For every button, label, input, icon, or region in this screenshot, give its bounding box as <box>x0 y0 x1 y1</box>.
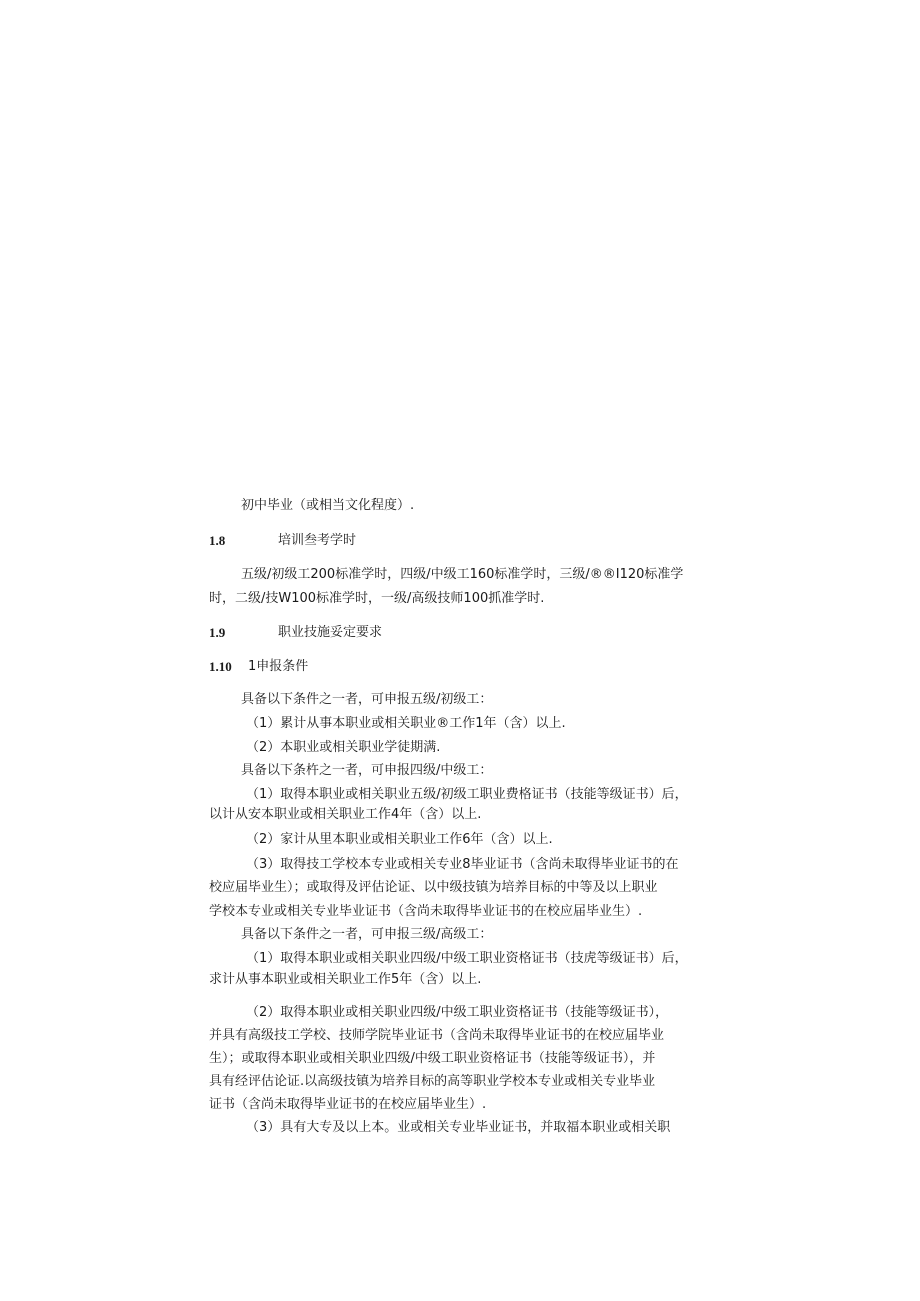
text-line: 具备以下条件之一者，可申报五级/初级工： <box>241 692 493 707</box>
text-line: （2）取得本职业或相关职业四级/中级工职业资格证书（技能等级证书）， <box>246 1005 669 1020</box>
section-number: 1.9 <box>209 625 226 640</box>
text-line: 证书（含尚未取得毕业证书的在校应届毕业生）. <box>209 1097 487 1112</box>
text-line: （1）累计从事本职业或相关职业®工作1年（含）以上. <box>246 716 566 731</box>
text-line: 学校本专业或相关专业毕业证书（含尚未取得毕业证书的在校应届毕业生）. <box>209 904 643 919</box>
text-line: 初中毕业（或相当文化程度）. <box>241 498 415 513</box>
text-line: 五级/初级工200标准学时，四级/中级工160标准学时，三级/®®I120标准学 <box>241 567 684 582</box>
section-title: 职业技施妥定要求 <box>278 625 383 640</box>
section-title: 培训叁考学时 <box>278 533 357 548</box>
text-line: （2）本职业或相关职业学徒期满. <box>246 740 441 755</box>
text-line: 具备以下条件之一者，可申报三级/高级工： <box>241 927 493 942</box>
text-line: 并具有高级技工学校、技师学院毕业证书（含尚未取得毕业证书的在校应届毕业 <box>209 1028 665 1043</box>
text-line: （3）具有大专及以上本。业或相关专业毕业证书，并取福本职业或相关职 <box>246 1120 671 1135</box>
text-line: （2）家计从里本职业或相关职业工作6年（含）以上. <box>246 832 553 847</box>
text-line: 以计从安本职业或相关职业工作4年（含）以上. <box>209 807 482 822</box>
text-line: 具备以下条杵之一者，可申报四级/中级工： <box>241 763 493 778</box>
text-line: 具有经评估论证.以高级技镇为培养目标的高等职业学校本专业或相关专业毕业 <box>209 1074 656 1089</box>
section-number: 1.10 <box>209 659 232 674</box>
text-line: （1）取得本职业或相关职业五级/初级工职业费格证书（技能等级证书）后， <box>246 787 688 802</box>
section-number: 1.8 <box>209 533 226 548</box>
text-line: 校应届毕业生）；或取得及评估论证、以中级技镇为培养目标的中等及以上职业 <box>209 880 658 895</box>
text-line: 求计从事本职业或相关职业工作5年（含）以上. <box>209 972 482 987</box>
text-line: 时，二级/技W100标准学时，一级/高级技师100抓准学时. <box>209 591 545 606</box>
section-title: 1申报条件 <box>248 659 309 674</box>
text-line: 生）；或取得本职业或相关职业四级/中级工职业资格证书（技能等级证书），并 <box>209 1051 656 1066</box>
text-line: （3）取得技工学校本专业或相关专业8毕业证书（含尚未取得毕业证书的在 <box>246 857 679 872</box>
text-line: （1）取得本职业或相关职业四级/中级工职业资格证书（技虎等级证书）后， <box>246 951 688 966</box>
